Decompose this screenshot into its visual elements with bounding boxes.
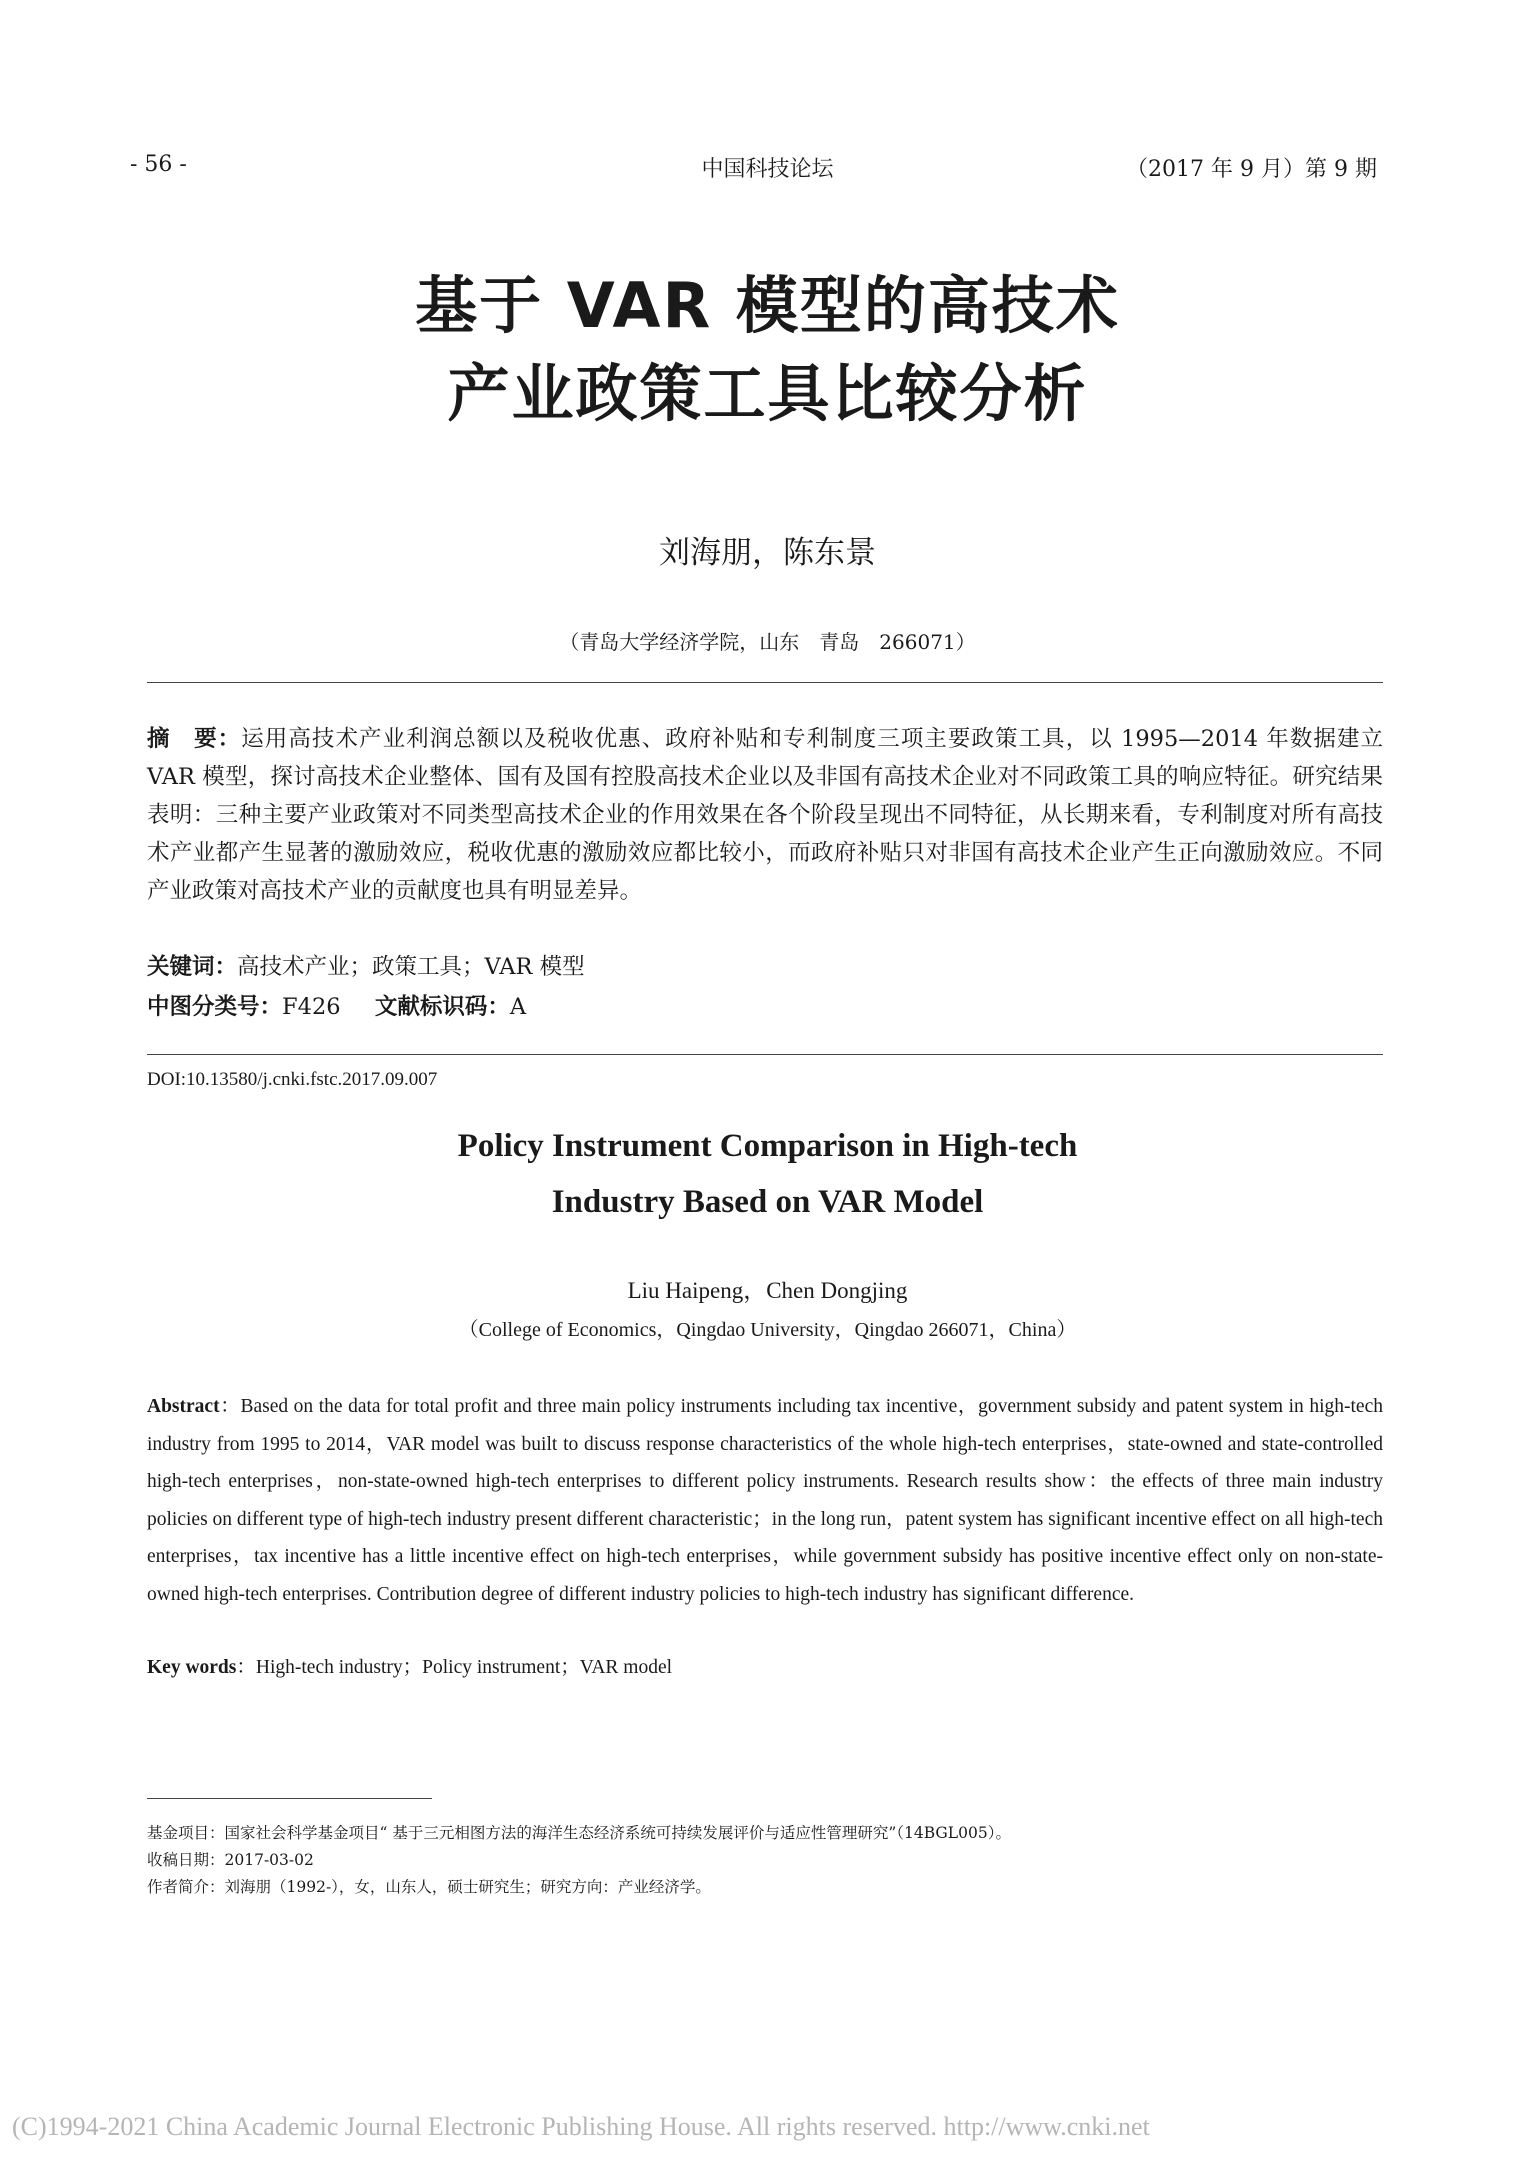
- footnote-divider: [147, 1798, 432, 1799]
- english-authors: Liu Haipeng，Chen Dongjing: [627, 1278, 908, 1303]
- chinese-title-line2: 产业政策工具比较分析: [447, 357, 1088, 430]
- english-title-line2: Industry Based on VAR Model: [551, 1184, 984, 1220]
- clc-value: F426: [282, 994, 341, 1020]
- doc-code-label: 文献标识码：: [374, 994, 510, 1020]
- chinese-authors: 刘海朋，陈东景: [659, 535, 876, 571]
- chinese-keywords-text: 高技术产业；政策工具；VAR 模型: [237, 954, 585, 980]
- chinese-keywords: [147, 948, 1383, 986]
- top-divider: [147, 682, 1383, 683]
- english-abstract-label: Abstract: [147, 1396, 220, 1417]
- chinese-title: [0, 262, 1535, 438]
- english-abstract-text: ：Based on the data for total profit and three main policy instruments including tax incentive，government subsidy and patent system in high-tech industry from 1995 to 2014，VAR model was built to discuss response characteristics of the whole high-tech enterprises，state-owned and state-controlled high-tech enterprises，non-state-owned high-tech enterprises to different policy instruments. Research results show：the effects of three main industry policies on different type of high-tech industry present different characteristic；in the long run，patent system has significant incentive effect on all high-tech enterprises，tax incentive has a little incentive effect on high-tech enterprises，while government subsidy has positive incentive effect only on non-state-owned high-tech enterprises. Contribution degree of different industry policies to high-tech industry has significant difference.: [147, 1396, 1383, 1605]
- english-title-line1: Policy Instrument Comparison in High-tech: [457, 1128, 1078, 1164]
- chinese-title-line1: 基于 VAR 模型的高技术: [415, 269, 1120, 342]
- clc-label: 中图分类号：: [147, 994, 283, 1020]
- chinese-keywords-label: 关键词：: [147, 954, 238, 980]
- issue-info: （2017 年 9 月）第 9 期: [1126, 157, 1377, 182]
- footnote-author-bio: 作者简介：刘海朋（1992-），女，山东人，硕士研究生；研究方向：产业经济学。: [147, 1878, 711, 1896]
- copyright-watermark: (C)1994-2021 China Academic Journal Electronic Publishing House. All rights reserved. http://www.cnki.net: [12, 2112, 1150, 2141]
- english-keywords: [147, 1651, 672, 1679]
- english-abstract: [147, 1388, 1383, 1613]
- chinese-abstract: [147, 720, 1383, 910]
- doi: DOI:10.13580/j.cnki.fstc.2017.09.007: [147, 1069, 438, 1090]
- english-affiliation: （College of Economics，Qingdao University，Qingdao 266071，China）: [458, 1319, 1077, 1341]
- english-keywords-text: ：High-tech industry；Policy instrument；VAR model: [236, 1657, 673, 1678]
- chinese-abstract-text: 运用高技术产业利润总额以及税收优惠、政府补贴和专利制度三项主要政策工具，以 1995—2014 年数据建立 VAR 模型，探讨高技术企业整体、国有及国有控股高技术企业以及非国有高技术企业对不同政策工具的响应特征。研究结果表明：三种主要产业政策对不同类型高技术企业的作用效果在各个阶段呈现出不同特征，从长期来看，专利制度对所有高技术产业都产生显著的激励效应，税收优惠的激励效应都比较小，而政府补贴只对非国有高技术企业产生正向激励效应。不同产业政策对高技术产业的贡献度也具有明显差异。: [147, 726, 1383, 904]
- footnotes: [147, 1820, 1383, 1901]
- doc-code-value: A: [509, 994, 527, 1020]
- page-number: - 56 -: [130, 152, 187, 177]
- classification-line: [147, 988, 1383, 1026]
- chinese-abstract-label: 摘 要：: [147, 726, 242, 752]
- footnote-received: 收稿日期：2017-03-02: [147, 1851, 314, 1869]
- footnote-fund: 基金项目：国家社会科学基金项目“ 基于三元相图方法的海洋生态经济系统可持续发展评价与适应性管理研究”（14BGL005）。: [147, 1824, 1011, 1842]
- bottom-divider: [147, 1054, 1383, 1055]
- english-title: [0, 1118, 1535, 1230]
- chinese-affiliation: （青岛大学经济学院，山东 青岛 266071）: [559, 630, 976, 654]
- english-keywords-label: Key words: [147, 1657, 237, 1678]
- journal-name: 中国科技论坛: [701, 157, 834, 182]
